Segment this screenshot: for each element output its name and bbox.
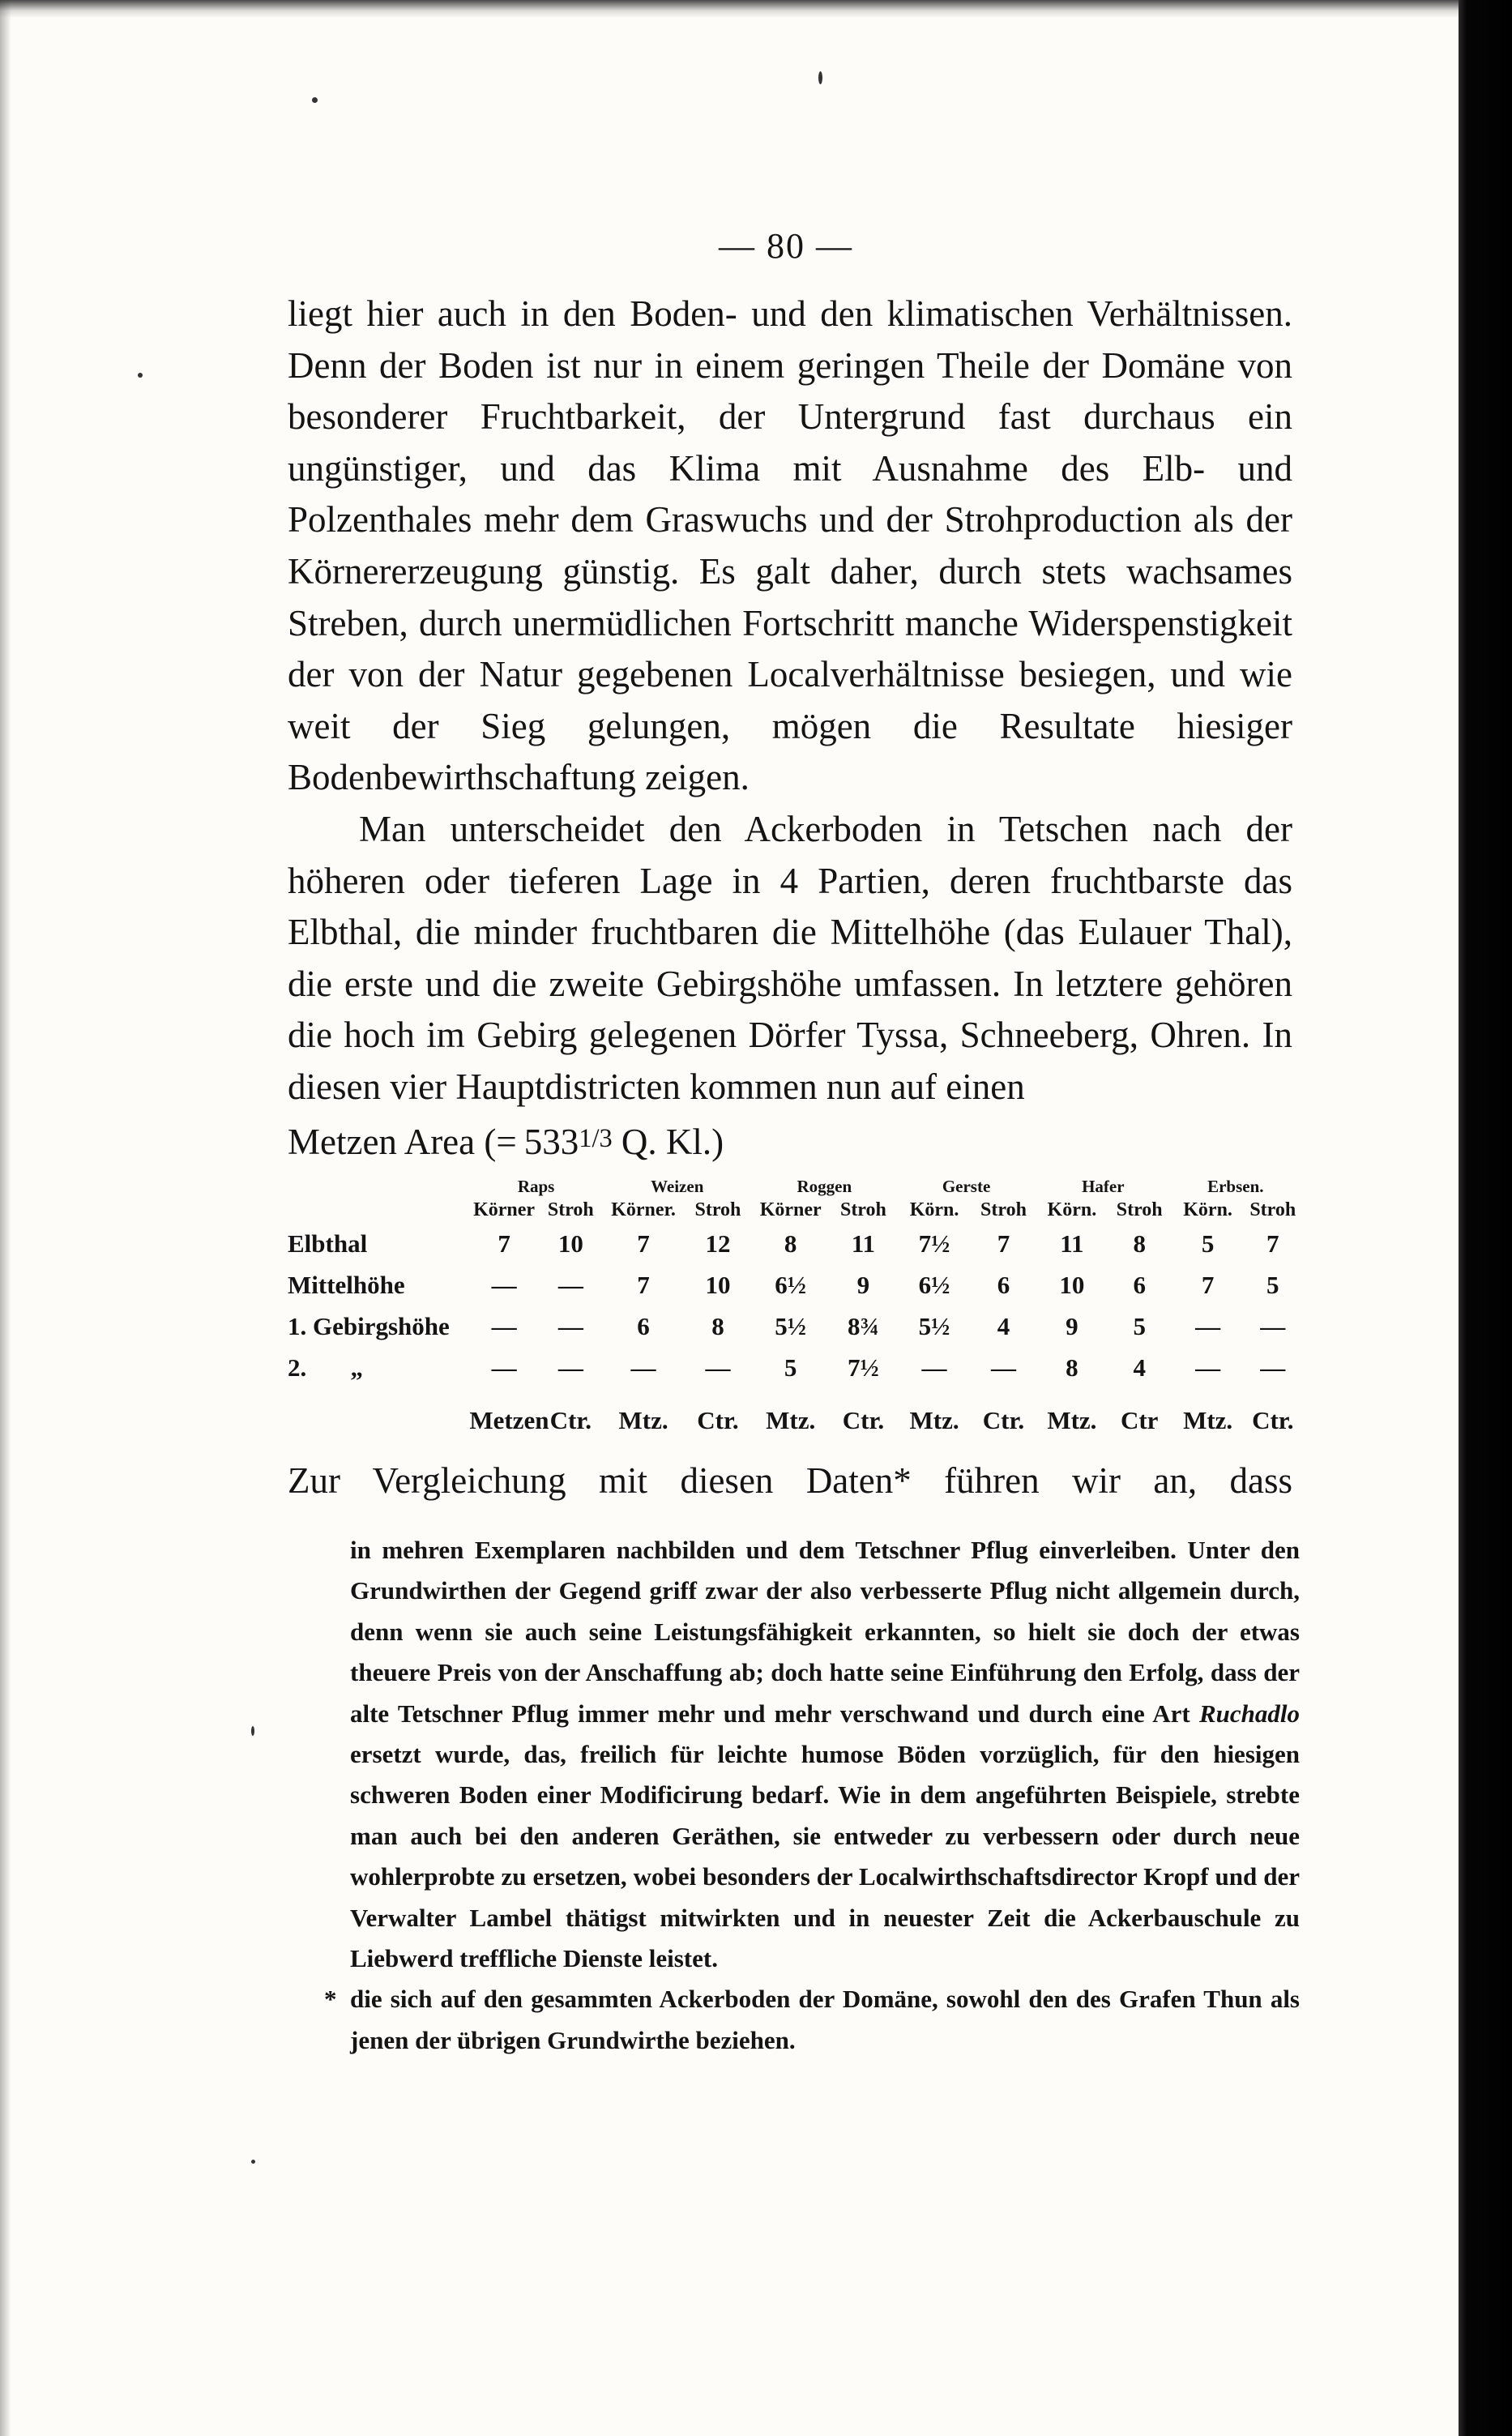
table-cell: 5	[784, 1353, 797, 1382]
unit-cell: Ctr.	[549, 1406, 592, 1434]
crop-header: Raps	[517, 1177, 555, 1196]
footnote-text-2: ersetzt wurde, das, freilich für leichte humose Böden vorzüglich, für den hiesigen schweren Boden einer Modificirung bedarf. Wie in dem angeführten Beispiele, strebte man auch bei den anderen Geräthen, sie entweder zu verbessern oder durch neue wohlerprobte zu ersetzen, wobei besonders der Localwirthschaftsdirector Kropf und der Verwalter Lambel thätigst mitwirkten und in neuester Zeit die Ackerbauschule zu Liebwerd treffliche Dienste leistet.	[350, 1740, 1300, 1973]
table-cell: 10	[705, 1270, 731, 1299]
table-cell: 10	[1059, 1270, 1085, 1299]
table-cell: 6½	[775, 1270, 807, 1299]
table-cell: —	[705, 1353, 731, 1382]
table-cell: 7½	[848, 1353, 879, 1382]
footnote-star-text: die sich auf den gesammten Ackerboden der Domäne, sowohl den des Grafen Thun als jenen der übrigen Grundwirthe beziehen.	[350, 1985, 1300, 2054]
crop-header: Weizen	[651, 1177, 704, 1196]
table-cell: 7	[1201, 1270, 1215, 1299]
subheader: Stroh	[694, 1199, 741, 1220]
table-cell: 8	[711, 1311, 724, 1340]
table-cell: 5	[1266, 1270, 1279, 1299]
unit-cell: Mtz.	[1047, 1406, 1097, 1434]
table-cell: 11	[1060, 1229, 1084, 1258]
table-cell: 4	[1133, 1353, 1146, 1382]
header-spacer	[288, 1197, 469, 1223]
table-row	[288, 1223, 1301, 1264]
unit-cell: Metzen	[469, 1406, 549, 1434]
table-cell: 7	[997, 1229, 1010, 1258]
table-cell: —	[990, 1353, 1016, 1382]
scan-speck	[251, 1726, 254, 1736]
scan-speck	[251, 2160, 255, 2164]
table-cell: —	[1195, 1311, 1221, 1340]
table-cell: 8¾	[848, 1311, 879, 1340]
unit-row	[288, 1388, 1301, 1435]
table-cell: —	[1260, 1311, 1286, 1340]
area-line	[288, 1113, 1292, 1169]
scan-speck	[312, 97, 318, 103]
table-cell: 11	[851, 1229, 876, 1258]
crop-header: Erbsen.	[1207, 1177, 1264, 1196]
table-cell: 7	[637, 1229, 650, 1258]
row-label: 2. „	[288, 1353, 363, 1382]
table-row	[288, 1347, 1301, 1388]
footnotes	[324, 1530, 1300, 2061]
unit-cell: Ctr.	[842, 1406, 885, 1434]
crop-header: Hafer	[1082, 1177, 1125, 1196]
page-number: — 80 —	[719, 226, 853, 266]
subheader: Körn.	[1047, 1199, 1097, 1220]
area-fraction: 1/3	[579, 1123, 613, 1153]
subheader: Körner.	[611, 1199, 676, 1220]
header-spacer	[288, 1177, 469, 1197]
table-cell: 6	[997, 1270, 1010, 1299]
subheader: Stroh	[547, 1199, 594, 1220]
table-cell: —	[921, 1353, 947, 1382]
row-label: Mittelhöhe	[288, 1270, 405, 1299]
table-cell: 12	[705, 1229, 731, 1258]
table-cell: —	[491, 1353, 517, 1382]
footnote-italic-term: Ruchadlo	[1198, 1699, 1300, 1728]
subheader: Stroh	[1249, 1199, 1296, 1220]
footnote-star-mark: *	[324, 1985, 337, 2014]
yield-table	[288, 1177, 1301, 1435]
table-cell: —	[491, 1270, 517, 1299]
main-text	[288, 288, 1292, 1168]
table-row	[288, 1264, 1301, 1306]
table-cell: —	[1260, 1353, 1286, 1382]
table-cell: —	[1195, 1353, 1221, 1382]
table-cell: 5½	[775, 1311, 807, 1340]
footnote-text-1: in mehren Exemplaren nachbilden und dem Tetschner Pflug einverleiben. Unter den Grundwirthen der Gegend griff zwar der also verbesserte Pflug nicht allgemein durch, denn wenn sie auch seine Leistungsfähigkeit erkannten, so hielt sie doch der etwas theuere Preis von der Anschaffung ab; doch hatte seine Einführung den Erfolg, dass der alte Tetschner Pflug immer mehr und mehr verschwand und durch eine Art	[350, 1536, 1300, 1728]
unit-cell: Ctr.	[1252, 1406, 1294, 1434]
unit-spacer	[288, 1388, 469, 1435]
area-line-suffix: Q. Kl.)	[612, 1121, 724, 1162]
table-cell: 6½	[918, 1270, 950, 1299]
footnote-continuation	[350, 1530, 1300, 1979]
crop-header: Roggen	[797, 1177, 852, 1196]
table-cell: —	[491, 1311, 517, 1340]
subheader: Stroh	[1116, 1199, 1163, 1220]
table-cell: 9	[856, 1270, 870, 1299]
table-cell: 4	[997, 1311, 1010, 1340]
conclusion-line: Zur Vergleichung mit diesen Daten* führen wir an, dass	[288, 1460, 1292, 1501]
crop-header-row	[288, 1177, 1301, 1197]
crop-header: Gerste	[942, 1177, 991, 1196]
unit-cell: Ctr.	[697, 1406, 739, 1434]
unit-cell: Ctr	[1120, 1406, 1159, 1434]
table-cell: 8	[1066, 1353, 1078, 1382]
table-cell: 6	[637, 1311, 650, 1340]
scan-speck	[138, 373, 143, 378]
table-cell: 7	[1266, 1229, 1279, 1258]
subheader-row	[288, 1197, 1301, 1223]
subheader: Stroh	[839, 1199, 886, 1220]
subheader: Stroh	[980, 1199, 1027, 1220]
paragraph-1: liegt hier auch in den Boden- und den klimatischen Verhältnissen. Denn der Boden ist nur in einem geringen Theile der Domäne von besonderer Fruchtbarkeit, der Untergrund fast durchaus ein ungünstiger, und das Klima mit Ausnahme des Elb- und Polzenthales mehr dem Graswuchs und der Strohproduction als der Körnererzeugung günstig. Es galt daher, durch stets wachsames Streben, durch unermüdlichen Fortschritt manche Widerspenstigkeit der von der Natur gegebenen Localverhältnisse besiegen, und wie weit der Sieg gelungen, mögen die Resultate hiesiger Bodenbewirthschaftung zeigen.	[288, 293, 1292, 798]
table-cell: —	[630, 1353, 656, 1382]
table-cell: —	[557, 1353, 583, 1382]
scan-left-edge	[0, 0, 11, 2436]
unit-cell: Mtz.	[618, 1406, 668, 1434]
yield-table-container	[288, 1177, 1301, 1435]
table-cell: 8	[1133, 1229, 1146, 1258]
unit-cell: Ctr.	[982, 1406, 1025, 1434]
table-cell: —	[557, 1270, 583, 1299]
table-cell: 9	[1066, 1311, 1078, 1340]
table-cell: 5	[1201, 1229, 1215, 1258]
table-cell: 8	[784, 1229, 797, 1258]
subheader: Körn.	[1183, 1199, 1232, 1220]
area-line-prefix: Metzen Area (= 533	[288, 1121, 579, 1162]
unit-cell: Mtz.	[1183, 1406, 1233, 1434]
unit-cell: Mtz.	[766, 1406, 816, 1434]
paragraph-2: Man unterscheidet den Ackerboden in Tetschen nach der höheren oder tieferen Lage in 4 Partien, deren fruchtbarste das Elbthal, die minder fruchtbaren die Mittelhöhe (das Eulauer Thal), die erste und die zweite Gebirgshöhe umfassen. In letztere gehören die hoch im Gebirg gelegenen Dörfer Tyssa, Schneeberg, Ohren. In diesen vier Hauptdistricten kommen nun auf einen	[288, 808, 1292, 1107]
footnote-star	[324, 1979, 1300, 2061]
scan-speck	[818, 71, 822, 84]
scan-top-edge	[0, 0, 1512, 18]
unit-cell: Mtz.	[909, 1406, 959, 1434]
subheader: Körner	[759, 1199, 822, 1220]
subheader: Körn.	[909, 1199, 959, 1220]
table-cell: 6	[1133, 1270, 1146, 1299]
table-cell: 5	[1133, 1311, 1146, 1340]
table-cell: 7½	[918, 1229, 950, 1258]
table-cell: 5½	[918, 1311, 950, 1340]
row-label: 1. Gebirgshöhe	[288, 1311, 450, 1340]
table-cell: 7	[498, 1229, 510, 1258]
row-label: Elbthal	[288, 1229, 368, 1258]
table-cell: 7	[637, 1270, 650, 1299]
table-row	[288, 1306, 1301, 1347]
scan-right-border	[1459, 0, 1512, 2436]
table-cell: —	[557, 1311, 583, 1340]
table-cell: 10	[557, 1229, 583, 1258]
subheader: Körner	[473, 1199, 536, 1220]
